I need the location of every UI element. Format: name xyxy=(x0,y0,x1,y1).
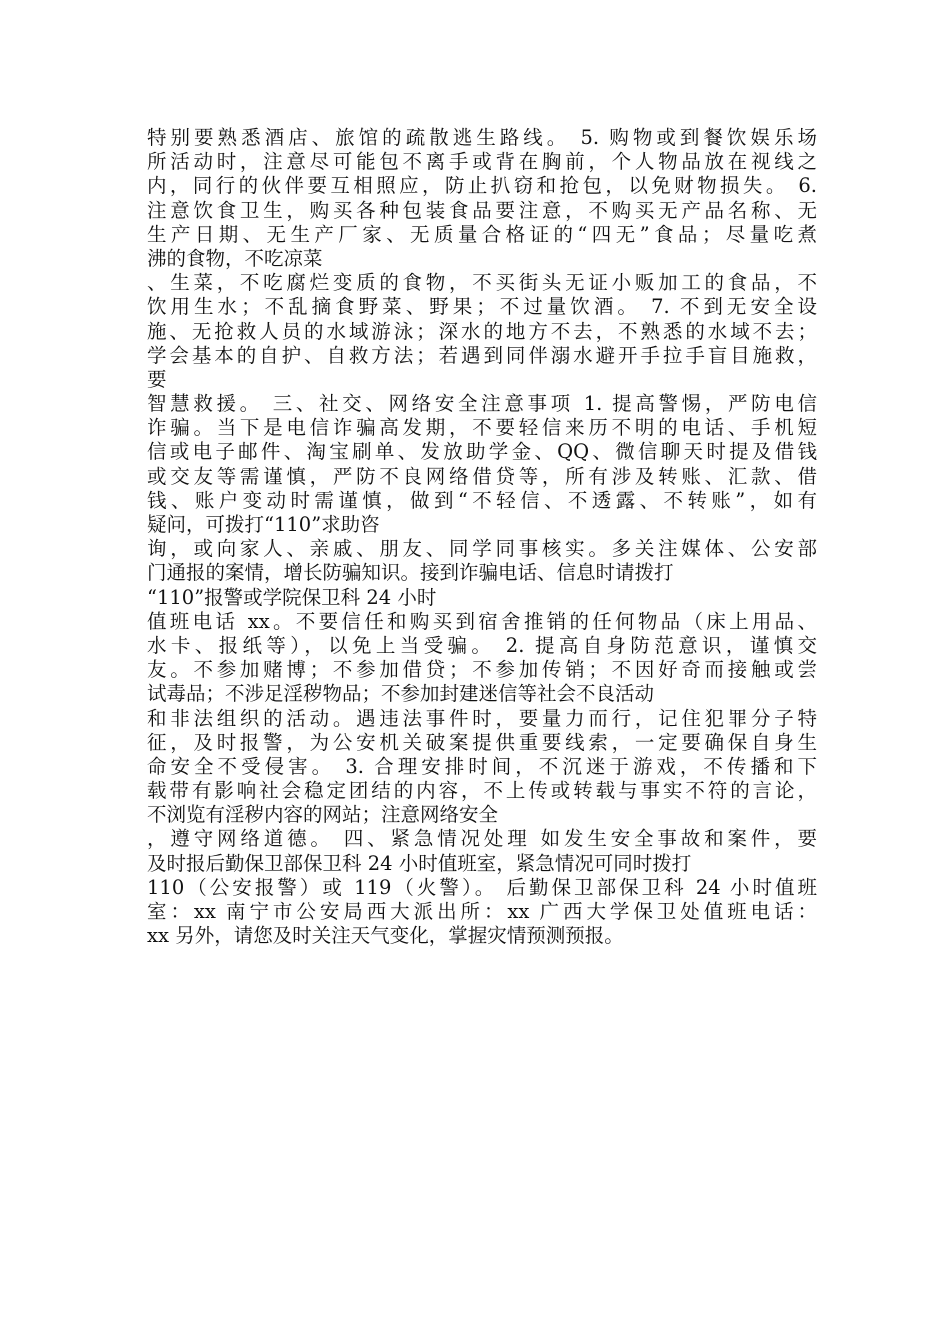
text-line: 询，或向家人、亲戚、朋友、同学同事核实。多关注媒体、公安部 xyxy=(147,537,817,561)
text-line: 试毒品；不涉足淫秽物品；不参加封建迷信等社会不良活动 xyxy=(147,682,655,706)
text-line: 生产日期、无生产厂家、无质量合格证的“四无”食品；尽量吃煮 xyxy=(147,222,817,246)
text-line: 特别要熟悉酒店、旅馆的疏散逃生路线。 5. 购物或到餐饮娱乐场 xyxy=(147,126,817,149)
text-line: ，遵守网络道德。 四、紧急情况处理 如发生安全事故和案件，要 xyxy=(147,827,817,851)
text-line: 征，及时报警，为公安机关破案提供重要线索，一定要确保自身生 xyxy=(147,730,817,754)
text-line: 水卡、报纸等），以免上当受骗。 2. 提高自身防范意识，谨慎交 xyxy=(147,633,817,657)
text-line: 和非法组织的活动。遇违法事件时，要量力而行，记住犯罪分子特 xyxy=(147,706,817,730)
text-line: 沸的食物，不吃凉菜 xyxy=(147,246,323,270)
text-line: 内，同行的伙伴要互相照应，防止扒窃和抢包，以免财物损失。 6. xyxy=(147,174,817,198)
text-line: 室：xx 南宁市公安局西大派出所：xx 广西大学保卫处值班电话： xyxy=(147,900,817,923)
text-line: 载带有影响社会稳定团结的内容，不上传或转载与事实不符的言论， xyxy=(147,779,817,803)
text-line: 要 xyxy=(147,367,167,391)
text-line: xx 另外，请您及时关注天气变化，掌握灾情预测预报。 xyxy=(147,924,624,948)
text-line: 疑问，可拨打“110”求助咨 xyxy=(147,513,380,536)
document-body-text xyxy=(147,126,817,948)
text-line: 钱、账户变动时需谨慎，做到“不轻信、不透露、不转账”，如有 xyxy=(147,488,817,512)
text-line: 智慧救援。 三、社交、网络安全注意事项 1. 提高警惕，严防电信 xyxy=(147,392,817,416)
text-line: 命安全不受侵害。 3. 合理安排时间，不沉迷于游戏，不传播和下 xyxy=(147,754,817,778)
text-line: 所活动时，注意尽可能包不离手或背在胸前，个人物品放在视线之 xyxy=(147,150,817,174)
text-line: 友。不参加赌博；不参加借贷；不参加传销；不因好奇而接触或尝 xyxy=(147,658,817,682)
text-line: 不浏览有淫秽内容的网站；注意网络安全 xyxy=(147,803,499,827)
text-line: 门通报的案情，增长防骗知识。接到诈骗电话、信息时请拨打 xyxy=(147,561,674,585)
text-line: “110”报警或学院保卫科 24 小时 xyxy=(147,585,437,609)
text-line: 施、无抢救人员的水域游泳；深水的地方不去，不熟悉的水域不去； xyxy=(147,319,817,343)
text-line: 注意饮食卫生，购买各种包装食品要注意，不购买无产品名称、无 xyxy=(147,198,817,222)
text-line: 信或电子邮件、淘宝刷单、发放助学金、QQ、微信聊天时提及借钱 xyxy=(147,440,817,464)
text-line: 或交友等需谨慎，严防不良网络借贷等，所有涉及转账、汇款、借 xyxy=(147,464,817,488)
text-line: 及时报后勤保卫部保卫科 24 小时值班室，紧急情况可同时拨打 xyxy=(147,851,692,875)
text-line: 、生菜，不吃腐烂变质的食物，不买街头无证小贩加工的食品，不 xyxy=(147,271,817,295)
text-line: 值班电话 xx。不要信任和购买到宿舍推销的任何物品（床上用品、 xyxy=(147,609,817,633)
text-line: 110（公安报警）或 119（火警）。 后勤保卫部保卫科 24 小时值班 xyxy=(147,875,817,899)
text-line: 诈骗。当下是电信诈骗高发期，不要轻信来历不明的电话、手机短 xyxy=(147,416,817,440)
text-line: 饮用生水；不乱摘食野菜、野果；不过量饮酒。 7. 不到无安全设 xyxy=(147,295,817,319)
text-line: 学会基本的自护、自救方法；若遇到同伴溺水避开手拉手盲目施救， xyxy=(147,343,817,367)
